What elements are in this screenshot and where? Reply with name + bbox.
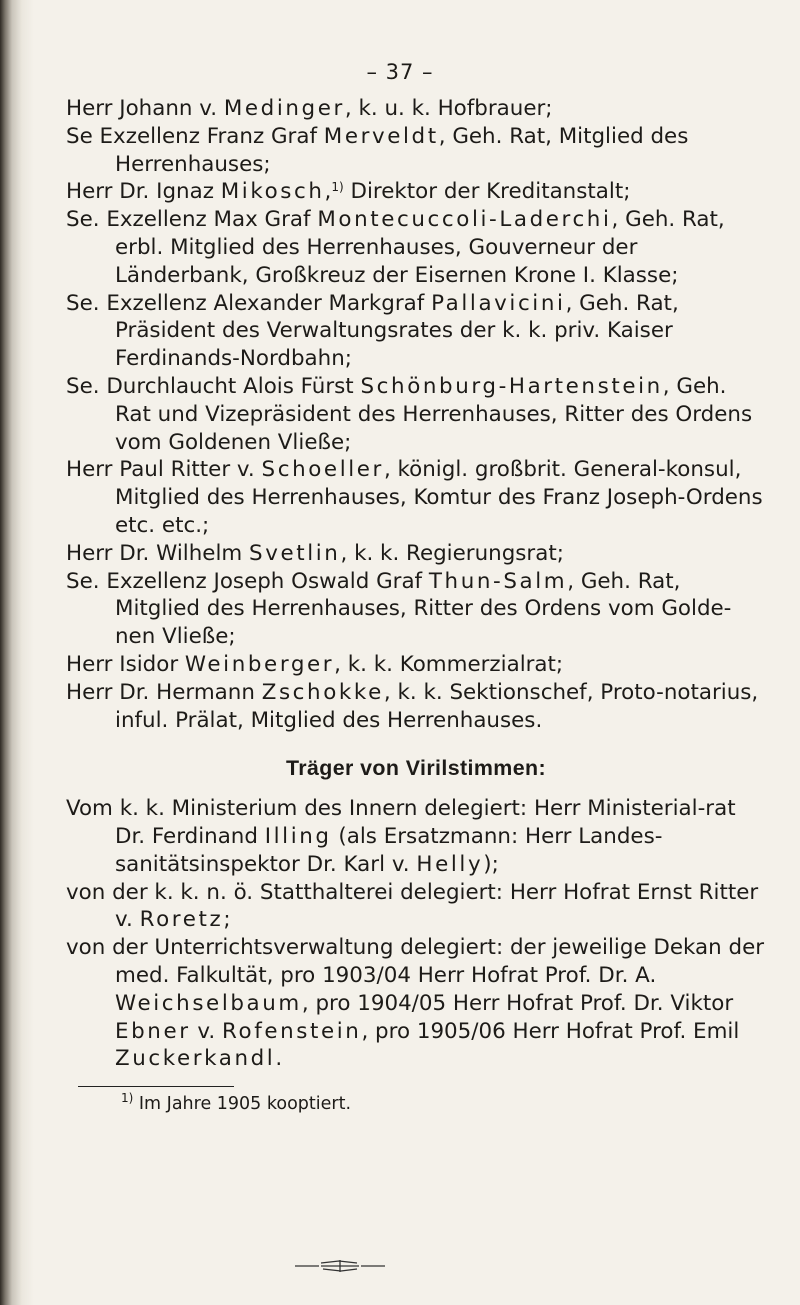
member-entry bbox=[66, 540, 766, 568]
entry-text: Herr Dr. Wilhelm bbox=[66, 540, 250, 566]
entry-text: Herr Isidor bbox=[66, 651, 185, 677]
spaced-name: Weichselbaum bbox=[115, 990, 302, 1016]
entry-text: Se. Exzellenz Alexander Markgraf bbox=[66, 290, 432, 316]
spaced-name: Svetlin bbox=[249, 540, 341, 566]
section-heading: Träger von Virilstimmen: bbox=[285, 756, 547, 781]
entry-text: ); bbox=[483, 851, 499, 877]
member-entry bbox=[66, 290, 766, 373]
footnote-rule bbox=[78, 1086, 234, 1087]
entry-text: . bbox=[275, 1046, 283, 1072]
entry-text: von der k. k. n. ö. Statthalterei delegiert: Herr Hofrat Ernst Ritter v. bbox=[66, 879, 759, 933]
spaced-name: Helly bbox=[416, 851, 484, 877]
viril-entry bbox=[66, 795, 766, 878]
entry-text: , bbox=[324, 179, 332, 205]
entry-text: Direktor der Kreditanstalt; bbox=[343, 179, 631, 205]
viril-list bbox=[66, 795, 766, 1073]
spaced-name: Merveldt bbox=[323, 123, 439, 149]
member-entry bbox=[66, 373, 766, 456]
viril-entry bbox=[66, 934, 766, 1073]
entry-text: ; bbox=[223, 907, 231, 933]
entry-text: Se. Exzellenz Max Graf bbox=[66, 207, 318, 233]
spaced-name: Schoeller bbox=[261, 457, 384, 483]
spaced-name: Medinger bbox=[223, 96, 345, 121]
entry-text: Vom k. k. Ministerium des Innern delegiert: Herr Ministerial-rat Dr. Ferdinand bbox=[66, 796, 736, 849]
spaced-name: Montecuccoli-Laderchi bbox=[317, 207, 612, 233]
member-entry bbox=[66, 206, 766, 289]
entry-text: , k. k. Kommerzialrat; bbox=[334, 651, 564, 677]
entry-text: , k. k. Sektionschef, Proto-notarius, inful. Prälat, Mitglied des Herrenhauses. bbox=[115, 679, 759, 733]
end-ornament bbox=[295, 1258, 385, 1274]
entry-text: Herr Johann v. bbox=[66, 96, 224, 121]
spaced-name: Zschokke bbox=[261, 679, 384, 705]
spaced-name: Mikosch bbox=[220, 179, 325, 205]
page-number: – 37 – bbox=[366, 60, 434, 84]
spaced-name: Ebner bbox=[115, 1018, 191, 1044]
entry-text: , pro 1905/06 Herr Hofrat Prof. Emil bbox=[361, 1018, 740, 1044]
document-body bbox=[66, 95, 766, 1115]
entry-text: , Geh. Rat, Präsident des Verwaltungsrates der k. k. priv. Kaiser Ferdinands-Nordbahn; bbox=[115, 290, 679, 372]
entry-text: , Geh. Rat, Mitglied des Herrenhauses; bbox=[115, 123, 689, 177]
entry-text: Herr Paul Ritter v. bbox=[66, 457, 262, 483]
member-entry bbox=[66, 178, 766, 206]
member-list bbox=[66, 95, 766, 734]
spaced-name: Thun-Salm bbox=[428, 568, 568, 594]
member-entry bbox=[66, 456, 766, 539]
member-entry bbox=[66, 123, 766, 179]
entry-text: v. bbox=[190, 1018, 223, 1044]
spaced-name: Illing bbox=[264, 823, 332, 849]
member-entry bbox=[66, 568, 766, 651]
spaced-name: Zuckerkandl bbox=[115, 1046, 276, 1072]
entry-text: , königl. großbrit. General-konsul, Mitglied des Herrenhauses, Komtur des Franz Joseph-Ordens etc. etc.; bbox=[115, 457, 763, 538]
entry-text: , k. u. k. Hofbrauer; bbox=[344, 96, 553, 121]
entry-text: Se. Durchlaucht Alois Fürst bbox=[66, 373, 361, 399]
entry-text: , Geh. Rat, erbl. Mitglied des Herrenhauses, Gouverneur der Länderbank, Großkreuz der Eisernen Krone I. Klasse; bbox=[115, 207, 725, 288]
footnote bbox=[66, 1093, 766, 1115]
spaced-name: Roretz bbox=[139, 907, 224, 933]
entry-text: , Geh. Rat und Vizepräsident des Herrenhauses, Ritter des Ordens vom Goldenen Vließe; bbox=[115, 373, 753, 455]
footnote-ref: 1) bbox=[331, 180, 344, 195]
member-entry bbox=[66, 679, 766, 735]
entry-text: (als Ersatzmann: Herr Landes-sanitätsinspektor Dr. Karl v. bbox=[115, 823, 663, 877]
member-entry bbox=[66, 95, 766, 123]
spaced-name: Rofenstein bbox=[222, 1018, 362, 1044]
spaced-name: Schönburg-Hartenstein bbox=[360, 373, 663, 399]
viril-entry bbox=[66, 879, 766, 935]
page-edge-shadow bbox=[0, 0, 34, 1305]
entry-text: , Geh. Rat, Mitglied des Herrenhauses, Ritter des Ordens vom Golde-nen Vließe; bbox=[115, 568, 732, 650]
footnote-marker: 1) bbox=[121, 1091, 134, 1106]
entry-text: , k. k. Regierungsrat; bbox=[340, 540, 564, 566]
entry-text: Se. Exzellenz Joseph Oswald Graf bbox=[66, 568, 429, 594]
footnote-text: Im Jahre 1905 kooptiert. bbox=[133, 1094, 352, 1115]
entry-text: Herr Dr. Ignaz bbox=[66, 179, 221, 205]
spaced-name: Weinberger bbox=[184, 651, 335, 677]
entry-text: von der Unterrichtsverwaltung delegiert: der jeweilige Dekan der med. Falkultät, pro 1903/04 Herr Hofrat Prof. Dr. A. bbox=[66, 935, 765, 988]
entry-text: Se Exzellenz Franz Graf bbox=[66, 123, 324, 149]
entry-text: , pro 1904/05 Herr Hofrat Prof. Dr. Viktor bbox=[301, 990, 734, 1016]
member-entry bbox=[66, 651, 766, 679]
spaced-name: Pallavicini bbox=[431, 290, 566, 316]
entry-text: Herr Dr. Hermann bbox=[66, 679, 262, 705]
